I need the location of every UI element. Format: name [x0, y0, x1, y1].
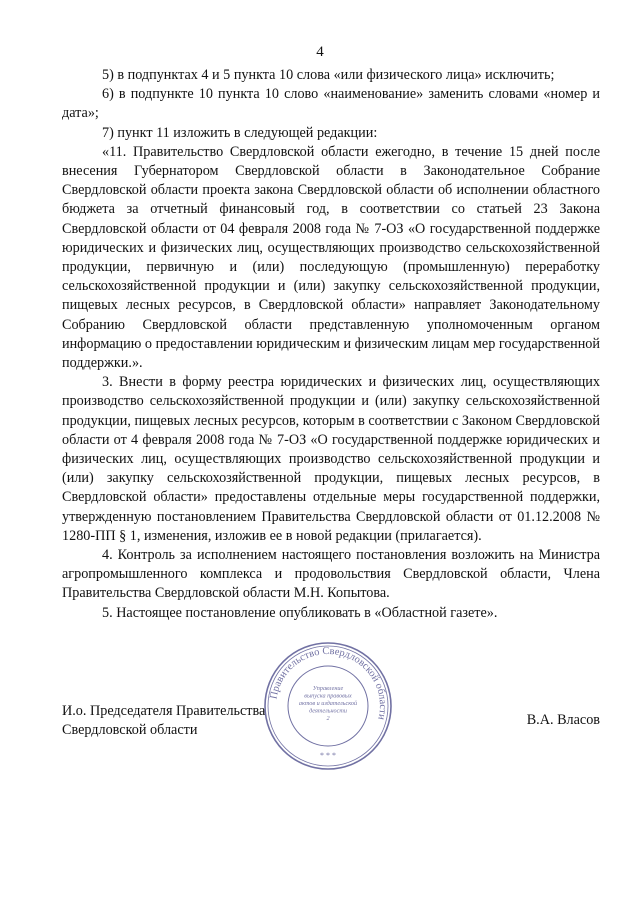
paragraph-publish: 5. Настоящее постановление опубликовать в «Областной газете». — [102, 604, 498, 621]
svg-text:Управление: Управление — [312, 685, 344, 692]
official-stamp — [262, 640, 394, 772]
svg-text:актов и издательской: актов и издательской — [298, 700, 358, 707]
svg-text:2: 2 — [326, 715, 330, 722]
paragraph-6: 6) в подпункте 10 пункта 10 слово «наименование» заменить словами «номер и дата»; — [62, 86, 600, 122]
signatory-title-line1: И.о. Председателя Правительства — [62, 703, 266, 719]
paragraph-5: 5) в подпунктах 4 и 5 пункта 10 слова «или физического лица» исключить; — [102, 67, 555, 83]
svg-text:Правительство Свердловской обл: Правительство Свердловской области — [268, 645, 389, 721]
page-number: 4 — [316, 44, 324, 60]
paragraph-7: 7) пункт 11 изложить в следующей редакции: — [102, 124, 378, 141]
signatory-title — [62, 702, 265, 740]
paragraph-3: 3. Внести в форму реестра юридических и физических лиц, осуществляющих производство сельскохозяйственной продукции и (или) закупку сельскохозяйственной продукции, пищевых лесных ресурсов, которым в соответствии с Законом Свердловской области от 4 февраля 2008 года № 7-ОЗ «О государственной поддержке юридических и физических лиц, осуществляющих производство сельскохозяйственной продукции и (или) закупку сельскохозяйственной продукции, пищевых лесных ресурсов, в Свердловской области» предоставлены отдельные меры государственной поддержки, утвержденную постановлением Правительства Свердловской области от 01.12.2008 № 1280-ПП § 1, изменения, изложив ее в новой редакции (прилагается). — [62, 374, 600, 544]
svg-text:* * *: * * * — [320, 751, 336, 760]
svg-text:деятельности: деятельности — [309, 707, 347, 715]
paragraph-4: 4. Контроль за исполнением настоящего постановления возложить на Министра агропромышленного комплекса и продовольствия Свердловской области, Члена Правительства Свердловской области М.Н. Копытова. — [62, 547, 600, 602]
signatory-name: В.А. Власов — [526, 712, 600, 728]
signatory-title-line2: Свердловской области — [62, 722, 198, 739]
svg-text:выпуска правовых: выпуска правовых — [304, 692, 352, 700]
document-body — [62, 66, 600, 623]
paragraph-11-text: «11. Правительство Свердловской области ежегодно, в течение 15 дней после внесения Губернатором Свердловской области в Законодательное Собрание Свердловской области проекта закона Свердловской области об исполнении областного бюджета за отчетный финансовый год, в соответствии со статьей 23 Закона Свердловской области от 04 февраля 2008 года № 7-ОЗ «О государственной поддержке юридических и физических лиц, осуществляющих производство сельскохозяйственной продукции, первичную и (или) последующую (промышленную) переработку сельскохозяйственной продукции и (или) закупку сельскохозяйственной продукции, пищевых лесных ресурсов, в Свердловской области» направляет Законодательному Собранию Свердловской области представленную уполномоченным органом информацию о предоставлении юридическим и физическим лицам мер государственной поддержки.». — [62, 143, 600, 372]
